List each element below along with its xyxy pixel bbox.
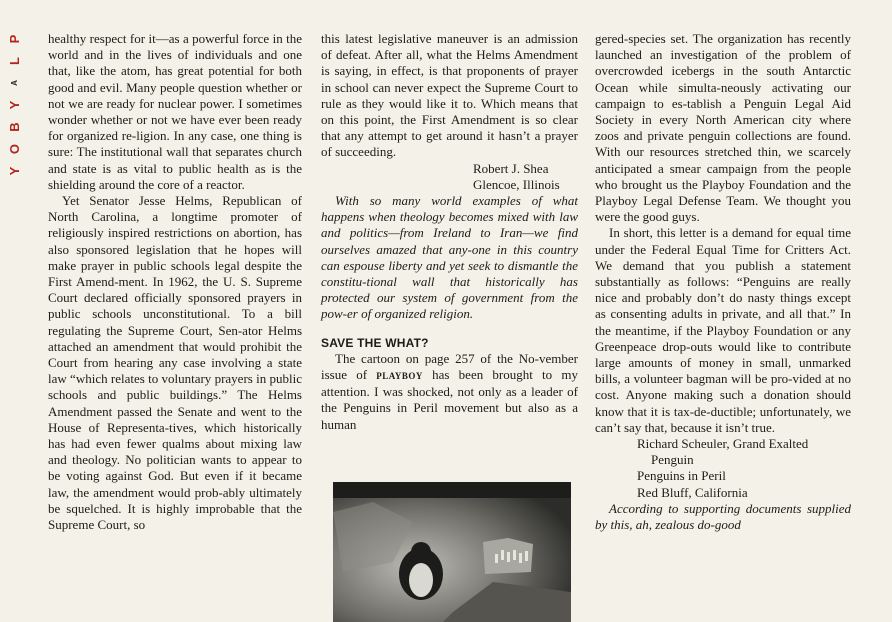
letter-paragraph: The cartoon on page 257 of the No-vember issue of PLAYBOY has been brought to my attention. I was shocked, not only as a leader of the Penguins in Peril movement but also as a human — [321, 350, 578, 432]
editor-reply: With so many world examples of what happens when theology becomes mixed with law and politics—from Ireland to Iran—we find ourselves amazed that any-one in this country can espouse liberty and yet seek to dismantle the constitu-tional wall that historically has protected our system of government from the pow-er of organized religion. — [321, 193, 578, 322]
letter-paragraph: this latest legislative maneuver is an admission of defeat. After all, what the Helms Amendment is saying, in effect, is that proponents of prayer in school can never expect the Supreme Court to rule as they would like it to. Which means that on this point, the First Amendment is so clear that any attempt to get around it hasn’t a prayer of succeeding. — [321, 31, 578, 160]
spine-letter: Y — [7, 100, 22, 110]
spine-letter: B — [7, 122, 22, 132]
signature-organization: Penguins in Peril — [637, 468, 726, 484]
letter-paragraph: Yet Senator Jesse Helms, Republican of North Carolina, a longtime promoter of religiously inspired restrictions on abortion, has also sponsored legislation that he hopes will make prayer in public schools legal despite the First Amend-ment. In 1962, the U. S. Supreme Court declared officially sponsored prayers in public schools unconstitutional. To a bill regulating the Supreme Court, Sen-ator Helms attached an amendment that would prohibit the Court from hearing any case involving a state law “which relates to voluntary prayers in public schools and public buildings.” The Helms Amendment passed the Senate and went to the House of Representa-tives, which historically has had even fewer qualms about mixing law and theology. No politician wants to appear to be voting against God. But even if it became law, the amendment would prob-ably ultimately be squelched. It is highly improbable that the Supreme Court, so — [48, 193, 302, 533]
signature-location: Glencoe, Illinois — [473, 176, 560, 192]
spine-letter: L — [7, 57, 22, 65]
signature-location: Red Bluff, California — [637, 484, 748, 500]
signature-title: Penguin — [651, 452, 694, 468]
cartoon-illustration — [333, 482, 571, 622]
brand-name: PLAYBOY — [376, 371, 423, 382]
letter-paragraph: healthy respect for it—as a powerful force in the world and in the lives of individuals and one that, like the atom, has great potential for both good and evil. Many people question whether or not we are ready for nuclear power. I sometimes wonder whether or not we have ever been ready for organized re-ligion. In any case, one thing is sure: The institutional wall that separates church and state is as vital to public health as is the shielding around the core of a reactor. — [48, 31, 302, 192]
spine-letter: Y — [7, 166, 22, 176]
signature-name: Robert J. Shea — [473, 160, 549, 176]
column-right — [595, 31, 851, 533]
spine-letter: A — [10, 80, 19, 86]
editor-reply: According to supporting documents supplied by this, ah, zealous do-good — [595, 500, 851, 533]
cartoon-image — [333, 482, 571, 622]
column-middle — [321, 31, 578, 433]
column-left — [48, 31, 302, 533]
letter-paragraph: gered-species set. The organization has recently launched an investigation of the problem of overcrowded icebergs in the south Antarctic Ocean while simulta-neously activating our campaign to es-tablish a Penguin Legal Aid Society in every North American city where zoos and private penguin collections are found. With our resources stretched thin, we scarcely anticipated a smear campaign from the people who brought us the Playboy Foundation and the Playboy Legal Defense Team. We thought you were the good guys. — [595, 31, 851, 225]
section-heading: SAVE THE WHAT? — [321, 335, 429, 350]
letter-paragraph: In short, this letter is a demand for equal time under the Federal Equal Time for Critters Act. We demand that you publish a statement substantially as follows: “Penguins are really nice and probably don’t do nasty things except as consenting adults in private, and all that.” In the meantime, if the Playboy Foundation or any Greenpeace drop-outs would like to contribute large amounts of money in small, unmarked bills, a volunteer bagman will be pro-vided at no cost. Anyone making such a donation should know that it is tax-de-ductible; unfortunately, we can’t say that, because it isn’t true. — [595, 225, 851, 435]
signature-name: Richard Scheuler, Grand Exalted — [637, 436, 809, 452]
spine-letter: O — [7, 143, 22, 155]
spine-letter: P — [7, 34, 22, 44]
magazine-spine-label — [0, 28, 30, 178]
